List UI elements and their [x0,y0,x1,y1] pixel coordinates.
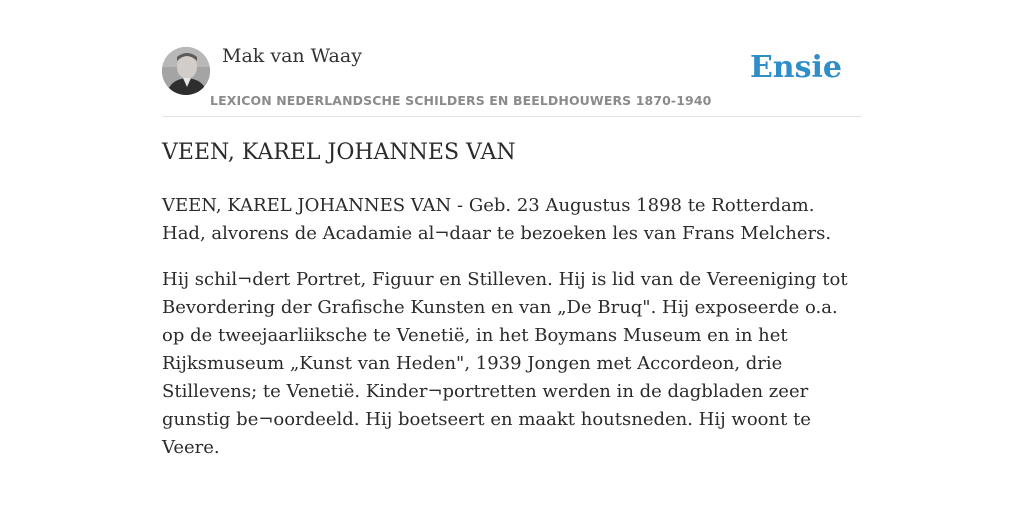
header [162,40,862,117]
portrait-image [162,47,210,95]
brand-logo[interactable]: Ensie [749,50,842,85]
article-body [162,192,862,480]
paragraph-1: VEEN, KAREL JOHANNES VAN - Geb. 23 Augustus 1898 te Rotterdam. Had, alvorens de Acadamie al¬daar te bezoeken les van Frans Melchers. [162,195,832,244]
paragraph-2: Hij schil¬dert Portret, Figuur en Stilleven. Hij is lid van de Vereeniging tot Bevordering der Grafische Kunsten en van „De Bruq". Hij exposeerde o.a. op de tweejaarliiksche te Venetië, in het Boymans Museum en in het Rijksmuseum „Kunst van Heden", 1939 Jongen met Accordeon, drie Stillevens; te Venetië. Kinder¬portretten werden in de dagbladen zeer gunstig be¬oordeeld. Hij boetseert en maakt houtsneden. Hij woont te Veere. [162,269,848,458]
source-title[interactable]: LEXICON NEDERLANDSCHE SCHILDERS EN BEELDHOUWERS 1870-1940 [210,93,712,108]
author-avatar[interactable] [162,47,210,95]
page-title: VEEN, KAREL JOHANNES VAN [162,140,516,165]
author-name[interactable]: Mak van Waay [222,45,362,67]
